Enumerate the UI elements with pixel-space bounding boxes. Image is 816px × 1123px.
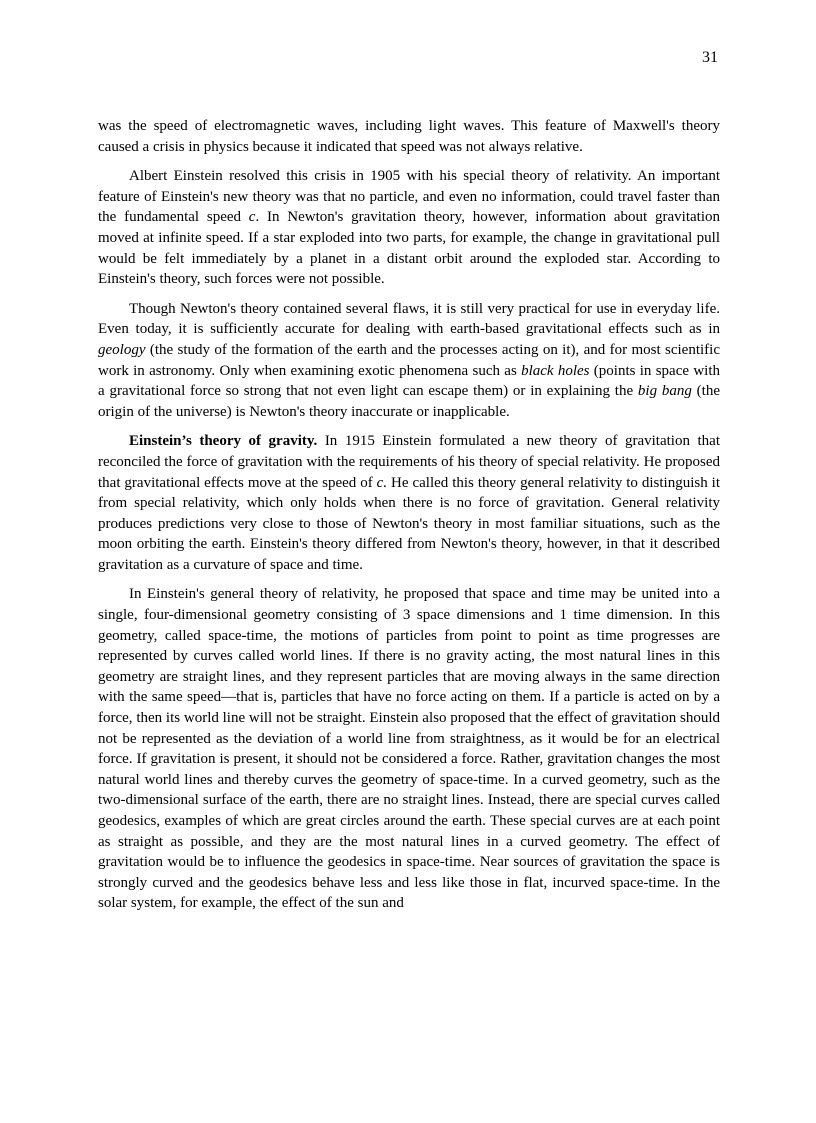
- term-big-bang: big bang: [637, 383, 692, 400]
- paragraph-5-text: In Einstein's general theory of relativity, he proposed that space and time may be united into a single, four-dimensional geometry consisting of 3 space dimensions and 1 time dimension. In this geometry, called space-time, the motions of particles from point to point as time progresses are represented by curves called world lines. If there is no gravity acting, the most natural lines in this geometry are straight lines, and they represent particles that are moving always in the same direction with the same speed—that is, particles that have no force acting on them. If a particle is acted on by a force, then its world line will not be straight. Einstein also proposed that the effect of gravitation should not be represented as the deviation of a world line from straightness, as it would be for an electrical force. If gravitation is present, it should not be considered a force. Rather, gravitation changes the most natural world lines and thereby curves the geometry of space-time. In a curved geometry, such as the two-dimensional surface of the earth, there are no straight lines. Instead, there are special curves called geodesics, examples of which are great circles around the earth. These special curves are at each point as straight as possible, and they are the most natural lines in a curved geometry. The effect of gravitation would be to influence the geodesics in space-time. Near sources of gravitation the space is strongly curved and the geodesics behave less and less like those in flat, incurved space-time. In the solar system, for example, the effect of the sun and: [98, 586, 720, 912]
- paragraph-1-text: was the speed of electromagnetic waves, including light waves. This feature of Maxwell's theory caused a crisis in physics because it indicated that speed was not always relative.: [98, 118, 720, 155]
- paragraph-5: [98, 584, 720, 914]
- paragraph-2-text-b: . In Newton's gravitation theory, however, information about gravitation moved at infinite speed. If a star exploded into two parts, for example, the change in gravitational pull would be felt immediately by a planet in a distant orbit around the exploded star. According to Einstein's theory, such forces were not possible.: [98, 209, 720, 288]
- speed-symbol-c: c: [248, 209, 256, 226]
- paragraph-4-text-a: In 1915 Einstein formulated a new theory of gravitation that reconciled the force of gravitation with the requirements of his theory of special relativity. He proposed that gravitational effects move at the speed of: [98, 433, 720, 491]
- paragraph-4: [98, 431, 720, 575]
- section-heading-einstein-gravity: Einstein’s theory of gravity.: [129, 433, 318, 450]
- paragraph-3-text-a: Though Newton's theory contained several flaws, it is still very practical for use in everyday life. Even today, it is sufficiently accurate for dealing with earth-based gravitational effects such as in: [98, 300, 720, 338]
- term-geology: geology: [98, 341, 146, 358]
- paragraph-3-text-c: (points in space with a gravitational force so strong that not even light can escape them) or in explaining the: [98, 362, 720, 400]
- paragraph-3-text-d: (the origin of the universe) is Newton's theory inaccurate or inapplicable.: [98, 383, 720, 420]
- paragraph-3-text-b: (the study of the formation of the earth and the processes acting on it), and for most scientific work in astronomy. Only when examining exotic phenomena such as: [98, 341, 720, 379]
- body-text: [98, 116, 720, 923]
- page-number: 31: [702, 49, 718, 66]
- paragraph-4-text-b: He called this theory general relativity to distinguish it from special relativity, which only holds when there is no force of gravitation. General relativity produces predictions very close to those of Newton's theory in most familiar situations, such as the moon orbiting the earth. Einstein's theory differed from Newton's theory, however, in that it described gravitation as a curvature of space and time.: [98, 474, 721, 573]
- paragraph-3: [98, 299, 720, 423]
- term-black-holes: black holes: [521, 362, 590, 379]
- paragraph-2-text-a: Albert Einstein resolved this crisis in 1905 with his special theory of relativity. An important feature of Einstein's new theory was that no particle, and even no information, could travel faster than the fundamental speed: [98, 168, 720, 226]
- paragraph-2: [98, 166, 720, 290]
- paragraph-1: [98, 116, 720, 157]
- speed-symbol-c-2: c.: [376, 474, 388, 491]
